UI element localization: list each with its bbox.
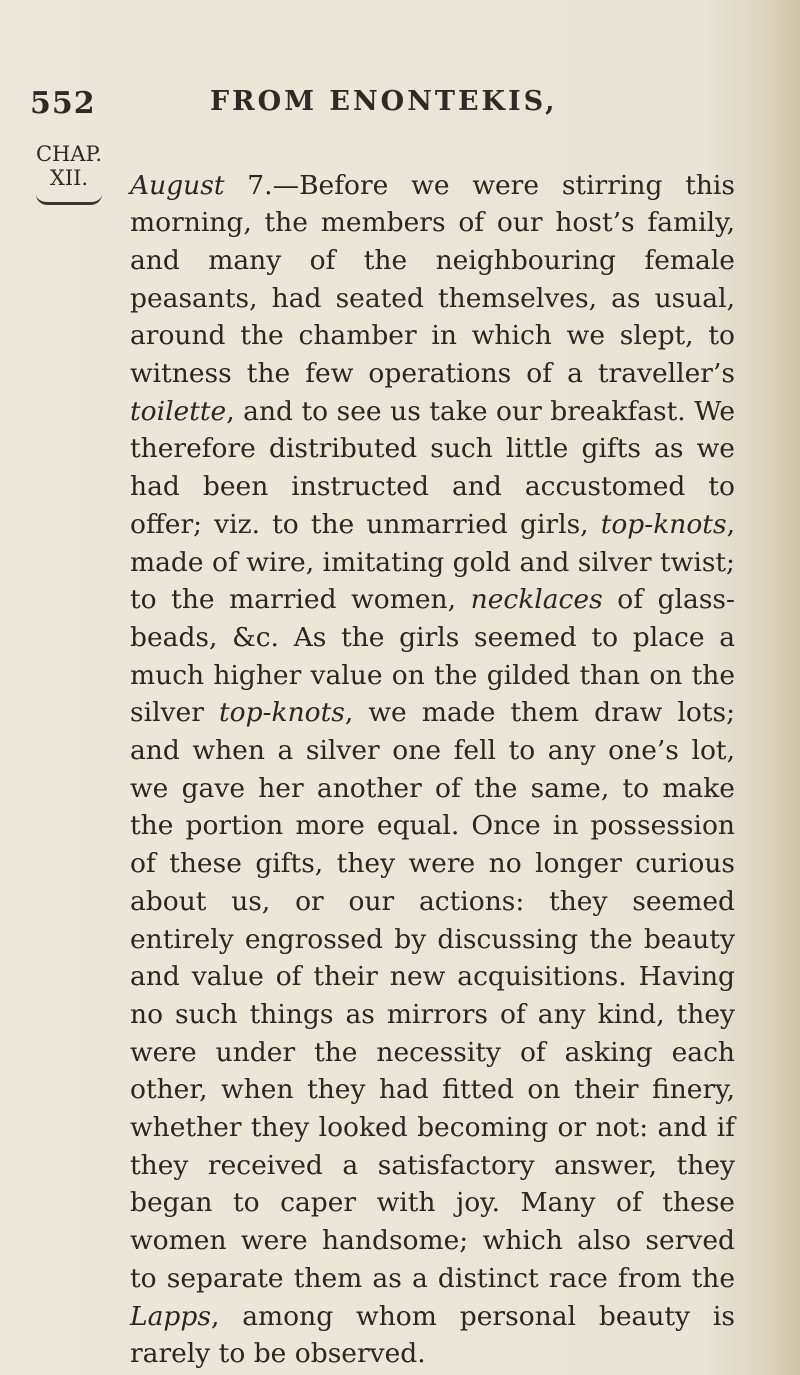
running-title: FROM ENONTEKIS,	[210, 86, 558, 117]
italic-word-lapps: Lapps	[130, 1300, 211, 1332]
text-run: of glass-beads, &c. As the girls seemed to place a much higher value on the gilded than on the silver	[130, 584, 735, 729]
text-run: 7.—Before we were stirring this morning, the members of our host’s family, and many of the neighbouring female peasants, had seated themselves, as usual, around the chamber in which we slept, to witness the few operations of a traveller’s	[130, 169, 735, 390]
chapter-marginal-note	[34, 142, 104, 205]
page-number: 552	[30, 86, 96, 121]
text-run: , made of wire, imitating gold and silver twist; to the married women,	[130, 508, 735, 616]
text-run: , we made them draw lots; and when a silver one fell to any one’s lot, we gave her another of the same, to make the portion more equal. Once in possession of these gifts, they were no longer curious about us, or our actions: they seemed entirely engrossed by discussing the beauty and value of their new acquisitions. Having no such things as mirrors of any kind, they were under the necessity of asking each other, when they had fitted on their finery, whether they looked becoming or not: and if they received a satisfactory answer, they began to caper with joy. Many of these women were handsome; which also served to separate them as a distinct race from the	[130, 697, 735, 1294]
chapter-number: XII.	[49, 166, 89, 190]
brace-ornament	[36, 194, 102, 205]
italic-word-top-knots: top-knots	[218, 697, 345, 729]
text-run: , and to see us take our breakfast. We therefore distributed such little gifts as we had been instructed and accustomed to offer; viz. to the unmarried girls,	[130, 395, 735, 540]
italic-word-necklaces: necklaces	[470, 584, 603, 616]
italic-word-toilette: toilette	[130, 395, 227, 427]
date-text: August	[130, 169, 225, 201]
italic-word-top-knots: top-knots	[600, 508, 727, 540]
text-run: , among whom personal beauty is rarely to be observed.	[130, 1300, 735, 1370]
body-paragraph	[130, 167, 735, 1374]
chapter-label: CHAP.	[35, 142, 103, 166]
